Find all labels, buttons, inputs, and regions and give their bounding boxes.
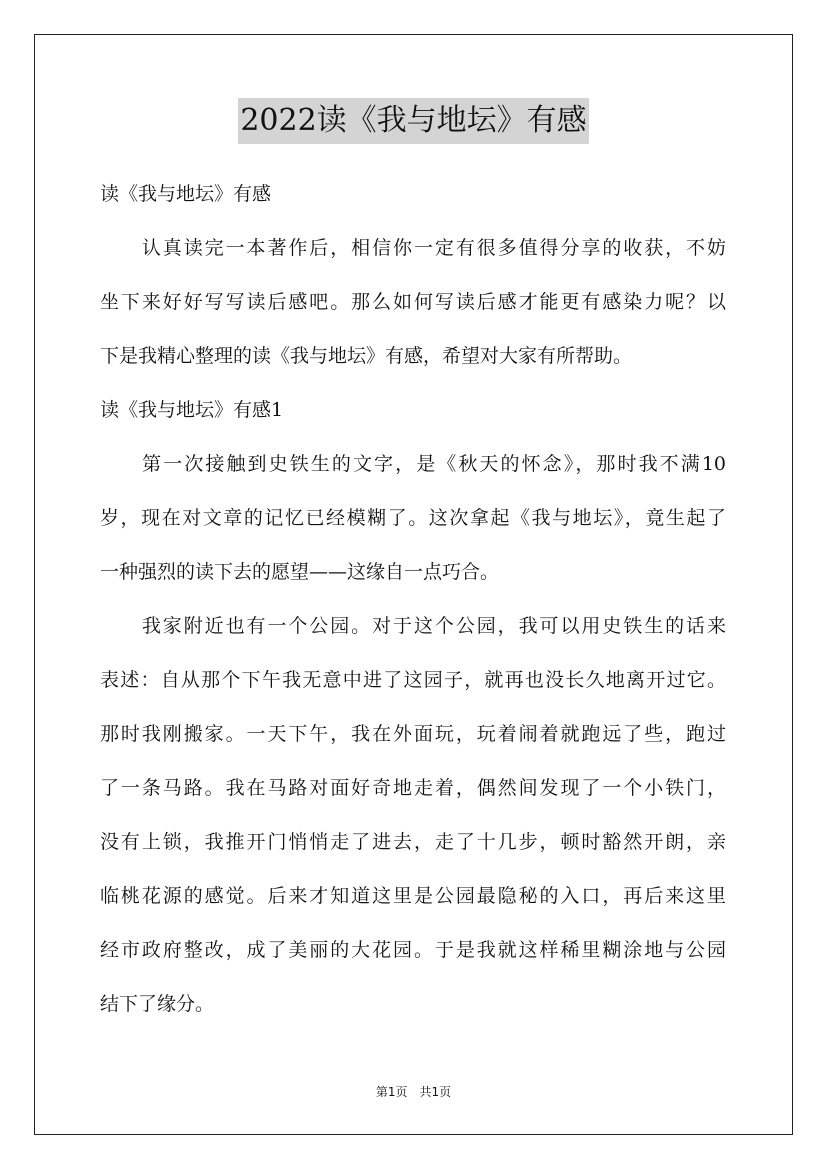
paragraph-line: 那时我刚搬家。一天下午，我在外面玩，玩着闹着就跑远了些，跑过 (100, 723, 726, 745)
paragraph-line: 认真读完一本著作后，相信你一定有很多值得分享的收获，不妨 (100, 237, 726, 259)
paragraph-line: 下是我精心整理的读《我与地坛》有感，希望对大家有所帮助。 (100, 345, 633, 367)
paragraph-line: 没有上锁，我推开门悄悄走了进去，走了十几步，顿时豁然开朗，亲 (100, 831, 726, 853)
paragraph-line: 经市政府整改，成了美丽的大花园。于是我就这样稀里糊涂地与公园 (100, 939, 726, 961)
page-footer: 第1页 共1页 (375, 1085, 452, 1099)
section-heading: 读《我与地坛》有感 (100, 183, 272, 205)
paragraph-line: 结下了缘分。 (100, 993, 215, 1015)
paragraph-line: 我家附近也有一个公园。对于这个公园，我可以用史铁生的话来 (100, 615, 726, 637)
paragraph-line: 第一次接触到史铁生的文字，是《秋天的怀念》，那时我不满10 (100, 453, 726, 475)
paragraph-line: 坐下来好好写写读后感吧。那么如何写读后感才能更有感染力呢？以 (100, 291, 726, 313)
paragraph-line: 表述：自从那个下午我无意中进了这园子，就再也没长久地离开过它。 (100, 669, 726, 691)
paragraph-line: 临桃花源的感觉。后来才知道这里是公园最隐秘的入口，再后来这里 (100, 885, 726, 907)
document-title: 2022读《我与地坛》有感 (238, 98, 588, 144)
paragraph-line: 岁，现在对文章的记忆已经模糊了。这次拿起《我与地坛》，竟生起了 (100, 507, 726, 529)
section-heading: 读《我与地坛》有感1 (100, 399, 284, 421)
title-container (0, 98, 827, 144)
paragraph-line: 一种强烈的读下去的愿望——这缘自一点巧合。 (100, 561, 500, 583)
paragraph-line: 了一条马路。我在马路对面好奇地走着，偶然间发现了一个小铁门， (100, 777, 726, 799)
